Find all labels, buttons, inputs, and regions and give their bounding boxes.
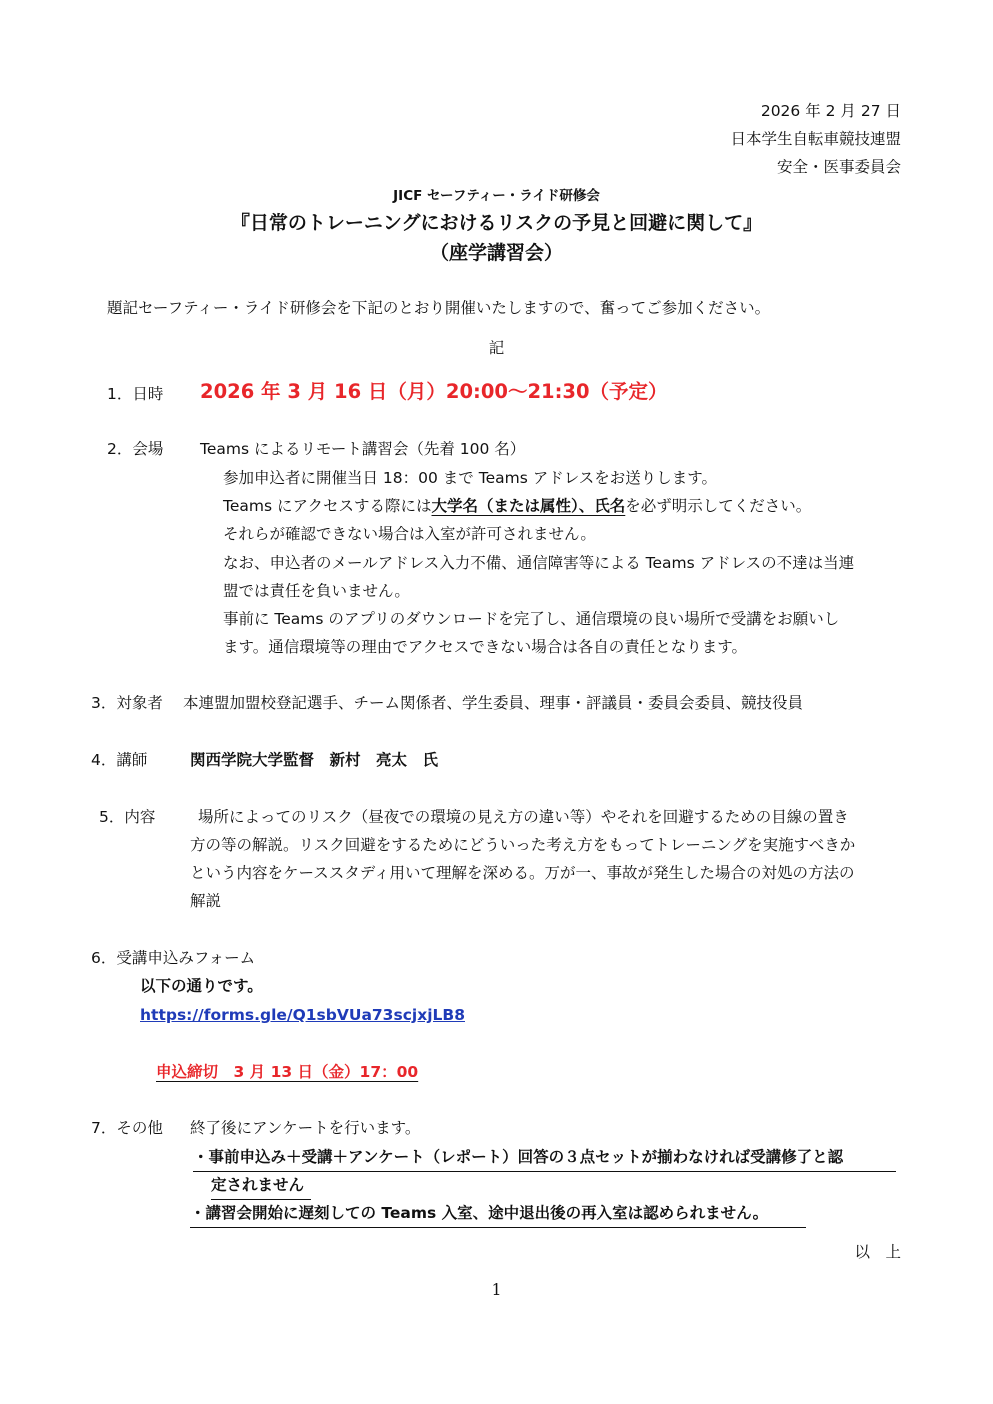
content-line-1: 場所によってのリスク（昼夜での環境の見え方の違い等）やそれを回避するための目線の置き xyxy=(198,808,849,826)
content-line-3: という内容をケーススタディ用いて理解を深める。万が一、事故が発生した場合の対処の方法の xyxy=(190,864,855,882)
venue-line-1: 参加申込者に開催当日 18：00 まで Teams アドレスをお送りします。 xyxy=(223,469,717,487)
venue-line-4: なお、申込者のメールアドレス入力不備、通信障害等による Teams アドレスの不達は当連 xyxy=(223,554,855,572)
item-target-label: 3．対象者 xyxy=(91,694,163,712)
item-content-label: 5．内容 xyxy=(99,808,156,826)
form-note: 以下の通りです。 xyxy=(140,977,263,995)
item-venue-label: 2．会場 xyxy=(107,440,164,458)
venue-line-2-pre: Teams にアクセスする際には xyxy=(223,497,432,515)
content-line-4: 解説 xyxy=(190,892,222,910)
item-other-label: 7．その他 xyxy=(91,1119,163,1137)
item-lecturer-label: 4．講師 xyxy=(91,751,148,769)
venue-line-6: 事前に Teams のアプリのダウンロードを完了し、通信環境の良い場所で受講をお願いし xyxy=(223,610,840,628)
venue-line-2-emphasis: 大学名（または属性）、氏名 xyxy=(431,497,626,515)
venue-line-2 xyxy=(223,492,811,521)
item-datetime-value: 2026 年 3 月 16 日（月）20:00～21:30（予定） xyxy=(200,380,668,403)
item-form-label: 6．受講申込みフォーム xyxy=(91,949,256,967)
committee-name: 安全・医事委員会 xyxy=(776,158,901,176)
item-target-value: 本連盟加盟校登記選手、チーム関係者、学生委員、理事・評議員・委員会委員、競技役員 xyxy=(183,694,804,712)
closing-mark: 以 上 xyxy=(854,1243,901,1261)
intro-text: 題記セーフティー・ライド研修会を下記のとおり開催いたしますので、奮ってご参加ください。 xyxy=(107,299,771,317)
other-bullet-1a: ・事前申込み＋受講＋アンケート（レポート）回答の３点セットが揃わなければ受講修了と認 xyxy=(193,1148,844,1166)
organization-name: 日本学生自転車競技連盟 xyxy=(730,130,901,148)
item-venue-value: Teams によるリモート講習会（先着 100 名） xyxy=(200,440,526,458)
other-bullet-2-underline xyxy=(190,1227,806,1228)
venue-line-2-post: を必ず明示してください。 xyxy=(625,497,812,515)
event-subtitle: JICF セーフティー・ライド研修会 xyxy=(393,188,600,204)
item-datetime-label: 1．日時 xyxy=(107,385,164,403)
form-url-link[interactable]: https://forms.gle/Q1sbVUa73scjxjLB8 xyxy=(140,1006,465,1024)
ki-mark: 記 xyxy=(488,339,505,357)
document-date: 2026 年 2 月 27 日 xyxy=(760,102,901,120)
page-number: 1 xyxy=(491,1281,502,1299)
other-bullet-1b: 定されません xyxy=(211,1176,305,1194)
venue-line-3: それらが確認できない場合は入室が許可されません。 xyxy=(223,525,596,543)
venue-line-7: ます。通信環境等の理由でアクセスできない場合は各自の責任となります。 xyxy=(223,638,748,656)
venue-line-5: 盟では責任を負いません。 xyxy=(223,582,410,600)
event-title-paren: （座学講習会） xyxy=(429,242,563,264)
item-other-value: 終了後にアンケートを行います。 xyxy=(190,1119,421,1137)
other-bullet-2: ・講習会開始に遅刻しての Teams 入室、途中退出後の再入室は認められません。 xyxy=(190,1204,769,1222)
item-lecturer-value: 関西学院大学監督 新村 亮太 氏 xyxy=(190,751,439,769)
event-title: 『日常のトレーニングにおけるリスクの予見と回避に関して』 xyxy=(230,212,763,234)
content-line-2: 方の等の解説。リスク回避をするためにどういった考え方をもってトレーニングを実施すべきか xyxy=(190,836,856,854)
deadline-text: 申込締切 3 月 13 日（金）17：00 xyxy=(156,1063,419,1081)
